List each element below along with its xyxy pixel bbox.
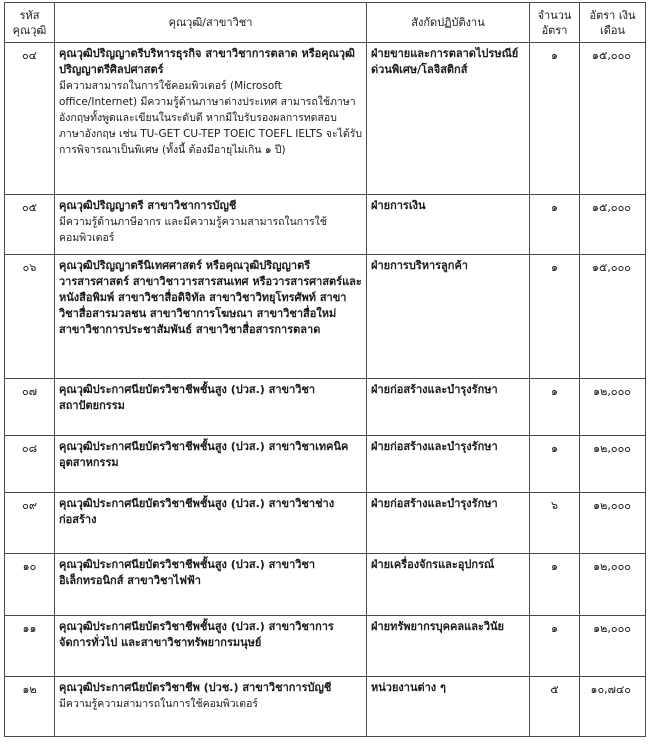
header-count: จำนวน อัตรา: [530, 3, 580, 43]
row-salary: ๑๒,๐๐๐: [580, 379, 646, 436]
header-salary: อัตรา เงินเดือน: [580, 3, 646, 43]
row-qualification: [55, 43, 367, 195]
header-code: รหัส คุณวุฒิ: [5, 3, 55, 43]
table-row: [5, 493, 646, 554]
row-count: ๖: [530, 493, 580, 554]
table-row: [5, 379, 646, 436]
header-department: สังกัดปฏิบัติงาน: [367, 3, 530, 43]
row-salary: ๑๒,๐๐๐: [580, 554, 646, 616]
row-salary: ๑๕,๐๐๐: [580, 195, 646, 255]
qualification-title: คุณวุฒิประกาศนียบัตรวิชาชีพ (ปวช.) สาขาวิชาการบัญชี: [59, 681, 332, 694]
row-qualification: [55, 493, 367, 554]
row-department: ฝ่ายก่อสร้างและบำรุงรักษา: [367, 436, 530, 493]
table-row: [5, 616, 646, 677]
table-row: [5, 43, 646, 195]
row-count: ๕: [530, 677, 580, 737]
table-row: [5, 255, 646, 379]
row-qualification: [55, 195, 367, 255]
row-code: ๑๒: [5, 677, 55, 737]
row-department: ฝ่ายขายและการตลาดไปรษณีย์ด่วนพิเศษ/โลจิสติกส์: [367, 43, 530, 195]
row-count: ๑: [530, 255, 580, 379]
row-code: ๐๕: [5, 195, 55, 255]
header-qualification: คุณวุฒิ/สาขาวิชา: [55, 3, 367, 43]
qualification-title: คุณวุฒิปริญญาตรีนิเทศศาสตร์ หรือคุณวุฒิปริญญาตรีวารสารศาสตร์ สาขาวิชาวารสารสนเทศ หรือวารสารศาสตร์และหนังสือพิมพ์ สาขาวิชาสื่อดิจิทัล สาขาวิชาวิทยุโทรศัพท์ สาขาวิชาสื่อสารมวลชน สาขาวิชาการโฆษณา สาขาวิชาสื่อใหม่ สาขาวิชาการประชาสัมพันธ์ สาขาวิชาสื่อสารการตลาด: [59, 259, 362, 336]
row-code: ๐๗: [5, 379, 55, 436]
row-count: ๑: [530, 43, 580, 195]
row-count: ๑: [530, 554, 580, 616]
row-qualification: [55, 554, 367, 616]
qualification-desc: มีความรู้ความสามารถในการใช้คอมพิวเตอร์: [59, 698, 259, 710]
row-code: ๐๖: [5, 255, 55, 379]
qualification-title: คุณวุฒิประกาศนียบัตรวิชาชีพชั้นสูง (ปวส.) สาขาวิชาการจัดการทั่วไป และสาขาวิชาทรัพยากรมนุษย์: [59, 620, 334, 649]
row-qualification: [55, 379, 367, 436]
row-department: ฝ่ายทรัพยากรบุคคลและวินัย: [367, 616, 530, 677]
table-row: [5, 436, 646, 493]
qualification-title: คุณวุฒิปริญญาตรีบริหารธุรกิจ สาขาวิชาการตลาด หรือคุณวุฒิปริญญาตรีศิลปศาสตร์: [59, 47, 355, 76]
row-count: ๑: [530, 616, 580, 677]
row-code: ๐๔: [5, 43, 55, 195]
row-count: ๑: [530, 436, 580, 493]
row-department: ฝ่ายการเงิน: [367, 195, 530, 255]
row-code: ๑๐: [5, 554, 55, 616]
qualification-desc: มีความรู้ด้านภาษีอากร และมีความรู้ความสามารถในการใช้คอมพิวเตอร์: [59, 216, 327, 244]
qualification-title: คุณวุฒิประกาศนียบัตรวิชาชีพชั้นสูง (ปวส.) สาขาวิชาช่างก่อสร้าง: [59, 497, 335, 526]
row-salary: ๑๕,๐๐๐: [580, 255, 646, 379]
qualification-title: คุณวุฒิประกาศนียบัตรวิชาชีพชั้นสูง (ปวส.) สาขาวิชาเทคนิคอุตสาหกรรม: [59, 440, 349, 469]
row-salary: ๑๐,๗๔๐: [580, 677, 646, 737]
row-count: ๑: [530, 195, 580, 255]
row-department: ฝ่ายการบริหารลูกค้า: [367, 255, 530, 379]
row-salary: ๑๒,๐๐๐: [580, 616, 646, 677]
qualification-desc: มีความสามารถในการใช้คอมพิวเตอร์ (Microsoft office/Internet) มีความรู้ด้านภาษาต่างประเทศ สามารถใช้ภาษาอังกฤษทั้งพูดและเขียนในระดับดี หากมีใบรับรองผลการทดสอบภาษาอังกฤษ เช่น TU-GET CU-TEP TOEIC TOEFL IELTS จะได้รับการพิจารณาเป็นพิเศษ (ทั้งนี้ ต้องมีอายุไม่เกิน ๑ ปี): [59, 80, 362, 156]
row-qualification: [55, 436, 367, 493]
row-count: ๑: [530, 379, 580, 436]
table-row: [5, 195, 646, 255]
table-row: [5, 677, 646, 737]
row-salary: ๑๕,๐๐๐: [580, 43, 646, 195]
row-qualification: [55, 616, 367, 677]
row-department: ฝ่ายก่อสร้างและบำรุงรักษา: [367, 493, 530, 554]
row-code: ๐๙: [5, 493, 55, 554]
table-row: [5, 554, 646, 616]
qualification-title: คุณวุฒิประกาศนียบัตรวิชาชีพชั้นสูง (ปวส.) สาขาวิชาอิเล็กทรอนิกส์ สาขาวิชาไฟฟ้า: [59, 558, 316, 587]
qualification-title: คุณวุฒิประกาศนียบัตรวิชาชีพชั้นสูง (ปวส.) สาขาวิชาสถาปัตยกรรม: [59, 383, 316, 412]
row-code: ๑๑: [5, 616, 55, 677]
row-department: ฝ่ายก่อสร้างและบำรุงรักษา: [367, 379, 530, 436]
row-salary: ๑๒,๐๐๐: [580, 493, 646, 554]
row-code: ๐๘: [5, 436, 55, 493]
row-salary: ๑๒,๐๐๐: [580, 436, 646, 493]
qualification-title: คุณวุฒิปริญญาตรี สาขาวิชาการบัญชี: [59, 199, 237, 212]
row-department: ฝ่ายเครื่องจักรและอุปกรณ์: [367, 554, 530, 616]
row-department: หน่วยงานต่าง ๆ: [367, 677, 530, 737]
qualification-table: [4, 2, 646, 737]
row-qualification: [55, 255, 367, 379]
row-qualification: [55, 677, 367, 737]
